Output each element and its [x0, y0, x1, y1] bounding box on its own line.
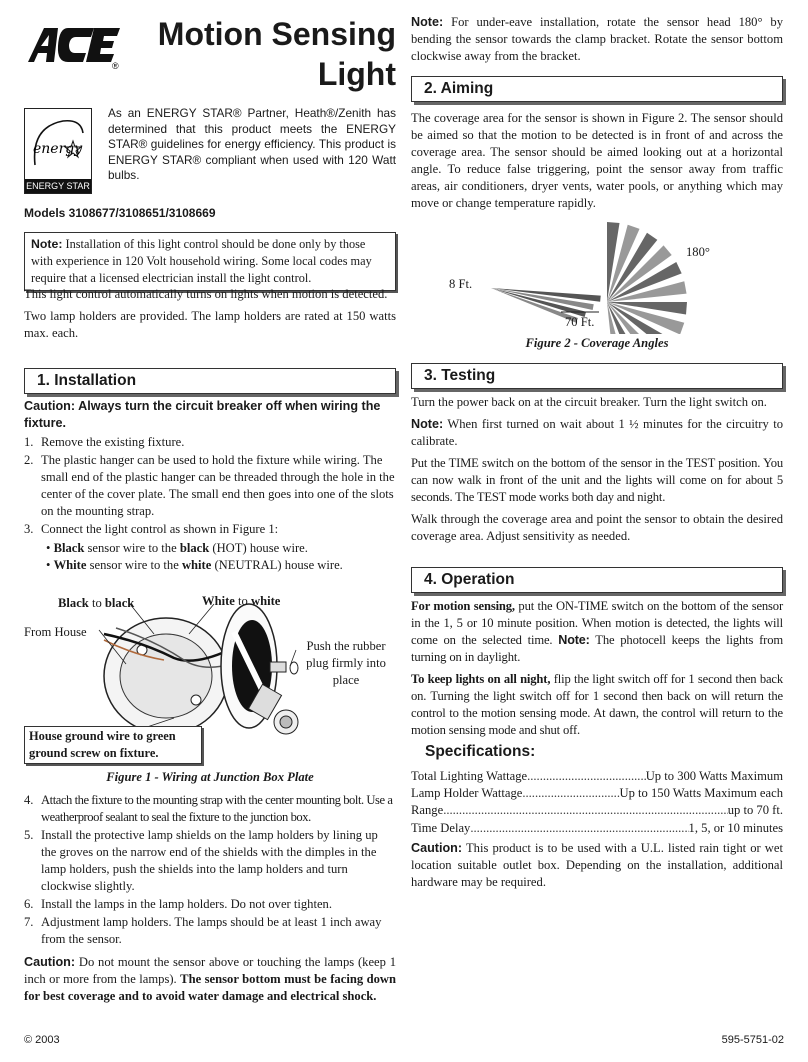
- top-coverage-beam: [607, 302, 687, 315]
- title-line-2: Light: [317, 56, 396, 92]
- svg-text:®: ®: [112, 61, 119, 70]
- wiring-bullet-black: • Black sensor wire to the black (HOT) house wire.: [46, 541, 308, 555]
- note-label: Note:: [31, 237, 63, 251]
- figure-1-wiring: [24, 580, 396, 760]
- models-line: Models 3108677/3108651/3108669: [24, 206, 216, 220]
- install-steps-1-3: [24, 434, 396, 539]
- step-3: 3. Connect the light control as shown in Figure 1:: [24, 522, 279, 536]
- step-4: 4. Attach the fixture to the mounting strap with the center mounting bolt. Use a weatherproof sealant to seal the fixture to the junction box.: [24, 793, 393, 824]
- specifications-heading: Specifications:: [425, 743, 536, 760]
- intro-paragraph-2: Two lamp holders are provided. The lamp holders are rated at 150 watts max. each.: [24, 309, 396, 340]
- section-testing-heading: 3. Testing: [411, 363, 783, 389]
- note-text: Installation of this light control should be done only by those with experience in 120 Volt household wiring. Some local codes may require that a licensed electrician install the light control.: [31, 237, 372, 285]
- step-1: 1. Remove the existing fixture.: [24, 435, 185, 449]
- operation-paragraph-2: To keep lights on all night, flip the light switch off for 1 second then back on. Turning the light switch off for 1 second then back on will return the control to the motion sensing mode. At dawn, the control will return to the motion sensing mode and shut off.: [411, 672, 783, 737]
- figure-2-coverage: [411, 216, 783, 334]
- testing-paragraph-4: Walk through the coverage area and point the sensor to obtain the desired coverage area. Adjust sensitivity as needed.: [411, 512, 783, 543]
- operation-text: [411, 598, 783, 739]
- top-coverage-beam: [607, 222, 620, 302]
- operation-paragraph-1: For motion sensing, put the ON-TIME switch on the bottom of the sensor in the 1, 5 or 10 minute position. When motion is detected, the lights will come on the selected time. Note: The photocell keeps the lights from turning on in daylight.: [411, 599, 783, 664]
- section-operation-heading: 4. Operation: [411, 567, 783, 593]
- figure-2-caption: Figure 2 - Coverage Angles: [525, 336, 669, 350]
- label-black-to-black: Black to black: [58, 596, 135, 610]
- under-eave-note: Note: For under-eave installation, rotate the sensor head 180° by bending the sensor towards the clamp bracket. Rotate the sensor bottom clockwise away from the bracket.: [411, 15, 783, 63]
- step-6: 6. Install the lamps in the lamp holders. Do not over tighten.: [24, 897, 333, 911]
- outlet-box-caution: Caution: This product is to be used with a U.L. listed rain tight or wet location suitable outlet box. Depending on the installation, additional hardware may be required.: [411, 841, 783, 889]
- testing-note: Note: When first turned on wait about 1 ½ minutes for the circuitry to calibrate.: [411, 417, 783, 448]
- testing-paragraph-3: Put the TIME switch on the bottom of the sensor in the TEST position. You can now walk in front of the unit and the lights will come on for about 5 seconds. The TEST mode works both day and night.: [411, 456, 783, 504]
- testing-paragraph-1: Turn the power back on at the circuit breaker. Turn the light switch on.: [411, 395, 767, 409]
- section-aiming-heading: 2. Aiming: [411, 76, 783, 102]
- spec-row-time-delay: Time Delay ..... 1, 5, or 10 minutes: [411, 820, 783, 837]
- installer-note-box: [24, 232, 396, 291]
- ace-logo: [24, 22, 124, 70]
- label-from-house: From House: [24, 625, 87, 639]
- testing-text: [411, 394, 783, 545]
- energy-star-label: ENERGY STAR: [26, 181, 90, 191]
- intro-text: [24, 286, 396, 342]
- label-white-to-white: White to white: [202, 594, 281, 608]
- install-steps-4-7: [24, 792, 396, 949]
- aiming-text: The coverage area for the sensor is shown in Figure 2. The sensor should be aimed so that the motion to be detected is in front of and across the coverage area. The sensor should be aimed looking out at a horizontal angle. To reduce false triggering, point the sensor away from traffic areas, air conditioners, dryer vents, water pools, or anything which may move or change temperature rapidly.: [411, 111, 783, 210]
- spec-row-holder-wattage: Lamp Holder Wattage ..... Up to 150 Watts Maximum each: [411, 785, 783, 802]
- title-line-1: Motion Sensing: [157, 16, 396, 52]
- spec-row-total-wattage: Total Lighting Wattage ..... Up to 300 Watts Maximum: [411, 768, 783, 785]
- energy-star-statement: As an ENERGY STAR® Partner, Heath®/Zenith has determined that this product meets the ENERGY STAR® guidelines for energy efficiency. This product is ENERGY STAR® compliant when used with 120 Watt bulbs.: [108, 106, 396, 182]
- label-70ft: 70 Ft.: [565, 315, 595, 329]
- mounting-caution: Caution: Do not mount the sensor above or touching the lamps (keep 1 inch or more from the lamps). The sensor bottom must be facing down for best coverage and to avoid water damage and electrical shock.: [24, 955, 396, 1003]
- section-installation-heading: 1. Installation: [24, 368, 396, 394]
- label-ground-wire: House ground wire to green ground screw on fixture.: [24, 726, 202, 764]
- step-7: 7. Adjustment lamp holders. The lamps should be at least 1 inch away from the sensor.: [24, 915, 382, 946]
- label-8ft: 8 Ft.: [449, 277, 473, 291]
- intro-paragraph-1: This light control automatically turns on lights when motion is detected.: [24, 287, 388, 301]
- specifications-table: [411, 768, 783, 837]
- energy-star-icon: [25, 109, 91, 179]
- step-2: 2. The plastic hanger can be used to hold the fixture while wiring. The small end of the plastic hanger can be threaded through the hole in the center of the cover plate. The small end then goes into one of the slots on the mounting strap.: [24, 453, 395, 518]
- wiring-bullet-white: • White sensor wire to the white (NEUTRAL) house wire.: [46, 558, 343, 572]
- spec-row-range: Range ..... up to 70 ft.: [411, 802, 783, 819]
- page-title: [158, 14, 396, 94]
- figure-1-caption: Figure 1 - Wiring at Junction Box Plate: [106, 770, 314, 784]
- coverage-angles-illustration: [411, 216, 783, 334]
- label-180-degrees: 180°: [686, 245, 710, 259]
- label-push-plug: Push the rubber plug firmly into place: [306, 639, 386, 687]
- installation-caution: Caution: Always turn the circuit breaker off when wiring the fixture.: [24, 399, 381, 430]
- energy-star-logo: [24, 108, 92, 194]
- svg-text:energy: energy: [33, 141, 83, 157]
- footer-copyright: © 2003: [24, 1034, 60, 1046]
- step-5: 5. Install the protective lamp shields on the lamp holders by lining up the groves on the narrow end of the shields with the dimples in the lamp holders, push the shields into the lamp holders and turn clockwise slightly.: [24, 828, 378, 893]
- footer-part-number: 595-5751-02: [721, 1034, 784, 1046]
